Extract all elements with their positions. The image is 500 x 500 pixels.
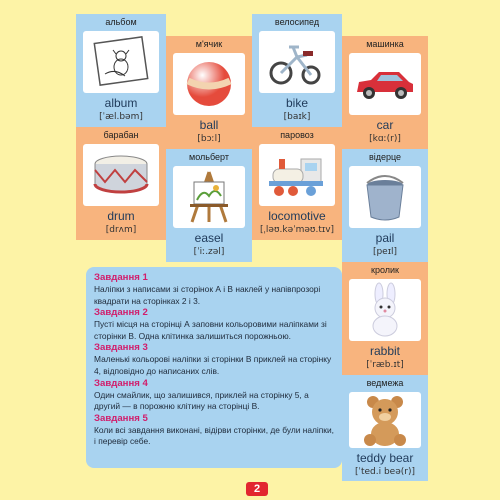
- card-uk-label: машинка: [366, 39, 404, 49]
- task-text: Пусті місця на сторінці А заповни кольоровими наліпками зі сторінки В. Одна клітинка залишиться порожньою.: [94, 319, 327, 341]
- card-en-label: album: [104, 96, 138, 110]
- drum-icon: [83, 144, 159, 206]
- card-uk-label: велосипед: [274, 17, 320, 27]
- task-title: Завдання 5: [94, 412, 148, 424]
- task-3: [94, 342, 334, 377]
- card-uk-label: альбом: [105, 17, 137, 27]
- card-locomotive: [252, 127, 342, 240]
- card-uk-label: м'ячик: [195, 39, 223, 49]
- card-album: [76, 14, 166, 127]
- card-en-label: drum: [107, 209, 135, 223]
- card-ipa-label: [kɑː(r)]: [369, 134, 401, 144]
- task-text: Один смайлик, що залишився, приклей на сторінку 5, а другий — в порожню клітину на сторінці В.: [94, 389, 309, 412]
- tricycle-icon: [259, 31, 335, 93]
- task-4: [94, 378, 334, 413]
- task-1: [94, 272, 334, 307]
- card-en-label: car: [376, 118, 394, 132]
- card-ipa-label: [ˈæl.bəm]: [99, 112, 143, 122]
- locomotive-icon: [259, 144, 335, 206]
- task-title: Завдання 4: [94, 377, 148, 389]
- card-en-label: locomotive: [268, 209, 326, 223]
- task-text: Маленькі кольорові наліпки зі сторінки В приклей на сторінку 4, відповідно до написаних слів.: [94, 354, 332, 376]
- card-en-label: ball: [199, 118, 219, 132]
- task-text: Коли всі завдання виконані, відірви сторінки, де були наліпки, і перевір себе.: [94, 424, 334, 447]
- card-en-label: easel: [194, 231, 224, 245]
- card-en-label: teddy bear: [356, 451, 414, 465]
- card-en-label: pail: [375, 231, 395, 245]
- card-ipa-label: [bɔːl]: [197, 134, 221, 144]
- album-sketch-icon: [83, 31, 159, 93]
- card-ipa-label: [drʌm]: [105, 225, 137, 235]
- task-title: Завдання 1: [94, 272, 148, 283]
- card-rabbit: [342, 262, 428, 375]
- card-uk-label: барабан: [103, 130, 139, 140]
- easel-icon: [173, 166, 245, 228]
- card-uk-label: відерце: [368, 152, 402, 162]
- card-uk-label: ведмежа: [366, 378, 404, 388]
- rabbit-icon: [349, 279, 421, 341]
- car-icon: [349, 53, 421, 115]
- task-5: [94, 413, 334, 448]
- task-title: Завдання 3: [94, 342, 148, 354]
- card-en-label: bike: [285, 96, 308, 110]
- card-easel: [166, 149, 252, 262]
- task-text: Наліпки з написами зі сторінок А і В наклей у напівпрозорі квадрати на сторінках 2 і 3.: [94, 284, 321, 306]
- task-2: [94, 307, 334, 342]
- card-ipa-label: [ˈiː.zəl]: [193, 247, 225, 257]
- card-ipa-label: [ˌləʊ.kəˈməʊ.tɪv]: [259, 225, 335, 235]
- card-ball: [166, 36, 252, 149]
- card-car: [342, 36, 428, 149]
- card-ipa-label: [peɪl]: [372, 247, 398, 257]
- card-pail: [342, 149, 428, 262]
- card-ipa-label: [baɪk]: [283, 112, 311, 122]
- card-uk-label: мольберт: [189, 152, 229, 162]
- card-teddy-bear: [342, 375, 428, 481]
- card-ipa-label: [ˈræb.ɪt]: [366, 360, 404, 370]
- card-uk-label: кролик: [371, 265, 399, 275]
- card-bike: [252, 14, 342, 127]
- page-number-badge: 2: [246, 482, 268, 496]
- card-en-label: rabbit: [369, 344, 401, 358]
- teddy-bear-icon: [349, 392, 421, 448]
- card-uk-label: паровоз: [280, 130, 314, 140]
- card-drum: [76, 127, 166, 240]
- card-ipa-label: [ˈted.i beə(r)]: [354, 467, 415, 477]
- pail-icon: [349, 166, 421, 228]
- task-title: Завдання 2: [94, 307, 148, 319]
- ball-icon: [173, 53, 245, 115]
- tasks-box: [86, 267, 342, 468]
